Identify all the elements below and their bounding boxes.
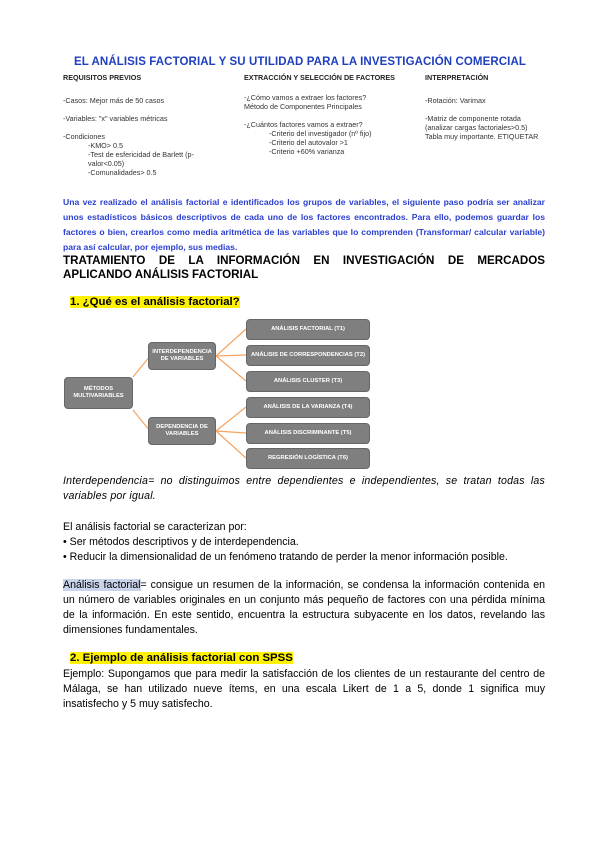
extraccion-column <box>244 73 422 156</box>
definicion-term: Análisis factorial <box>63 579 141 591</box>
interpretacion-tabla: Tabla muy importante. ETIQUETAR <box>425 132 539 141</box>
diagram-box-t1: ANÁLISIS FACTORIAL (T1) <box>246 319 370 340</box>
interpretacion-matriz: -Matriz de componente rotada <box>425 114 521 123</box>
caracteristicas-intro: El análisis factorial se caracterizan por: <box>63 521 247 533</box>
connector-dep-t6 <box>216 431 246 458</box>
interpretacion-cargas: (analizar cargas factoriales>0.5) <box>425 123 528 132</box>
requisitos-heading: REQUISITOS PREVIOS <box>63 73 142 82</box>
intro-blue-paragraph: Una vez realizado el análisis factorial e identificados los grupos de variables, el siguiente paso podría ser analizar unos estadísticos básicos descriptivos de cada uno de los factores encontrados. Para ello, podemos guardar los factores o bien, crearlos como media aritmética de las variables que lo comprenden (Transformar/ calcular variable) para así calcular, por ejemplo, sus medias. <box>63 197 545 252</box>
heading-que-es <box>70 296 240 308</box>
interpretacion-rotacion: -Rotación: Varimax <box>425 96 486 105</box>
diagram-box-t5: ANÁLISIS DISCRIMINANTE (T5) <box>246 423 370 444</box>
caracteristicas-block <box>63 520 553 565</box>
extraccion-metodo: Método de Componentes Principales <box>244 102 362 111</box>
connector-root-dep <box>133 410 150 431</box>
diagram-box-interdependencia: INTERDEPENDENCIA DE VARIABLES <box>148 342 216 370</box>
heading-que-es-text: 1. ¿Qué es el análisis factorial? <box>70 296 240 308</box>
connector-dep-t4 <box>216 407 246 431</box>
interdependencia-definition: Interdependencia= no distinguimos entre dependientes e independientes, se tratan todas las variables por igual. <box>63 475 545 502</box>
connector-inter-t1 <box>216 329 246 356</box>
connector-inter-t3 <box>216 356 246 381</box>
requisitos-condiciones: -Condiciones <box>63 132 105 141</box>
diagram-box-dependencia: DEPENDENCIA DE VARIABLES <box>148 417 216 445</box>
requisitos-barlett: -Test de esfericidad de Barlett (p- <box>88 150 194 159</box>
heading-ejemplo <box>70 652 293 664</box>
heading-ejemplo-text: 2. Ejemplo de análisis factorial con SPSS <box>70 652 293 664</box>
caracteristicas-bullet-1: • Ser métodos descriptivos y de interdependencia. <box>63 536 299 548</box>
interpretacion-column <box>425 73 555 141</box>
document-title: EL ANÁLISIS FACTORIAL Y SU UTILIDAD PARA LA INVESTIGACIÓN COMERCIAL <box>73 56 527 68</box>
diagram-box-t6: REGRESIÓN LOGÍSTICA (T6) <box>246 448 370 469</box>
connector-root-inter <box>133 356 150 377</box>
extraccion-heading: EXTRACCIÓN Y SELECCIÓN DE FACTORES <box>244 73 395 82</box>
requisitos-variables: -Variables: "x" variables métricas <box>63 114 168 123</box>
connector-inter-t2 <box>216 355 246 356</box>
requisitos-column <box>63 73 233 177</box>
ejemplo-paragraph: Ejemplo: Supongamos que para medir la satisfacción de los clientes de un restaurante del centro de Málaga, se han utilizado nueve ítems, en una escala Likert de 1 a 5, donde 1 significa muy insatisfecho y 5 muy satisfecho. <box>63 668 545 710</box>
diagram-box-t2: ANÁLISIS DE CORRESPONDENCIAS (T2) <box>246 345 370 366</box>
requisitos-comunalidades: -Comunalidades> 0.5 <box>88 168 157 177</box>
diagram-box-metodos: MÉTODOS MULTIVARIABLES <box>64 377 133 409</box>
diagram-box-t4: ANÁLISIS DE LA VARIANZA (T4) <box>246 397 370 418</box>
requisitos-casos: -Casos: Mejor más de 50 casos <box>63 96 165 105</box>
requisitos-kmo: -KMO> 0.5 <box>88 141 123 150</box>
definicion-paragraph <box>63 578 545 638</box>
caracteristicas-bullet-2: • Reducir la dimensionalidad de un fenómeno tratando de perder la menor información posible. <box>63 551 508 563</box>
extraccion-como: -¿Cómo vamos a extraer los factores? <box>244 93 367 102</box>
interpretacion-heading: INTERPRETACIÓN <box>425 73 489 82</box>
section-title: TRATAMIENTO DE LA INFORMACIÓN EN INVESTIGACIÓN DE MERCADOS APLICANDO ANÁLISIS FACTORIAL <box>63 254 545 281</box>
extraccion-criterio-varianza: -Criterio +60% varianza <box>269 147 345 156</box>
extraccion-cuantos: -¿Cuántos factores vamos a extraer? <box>244 120 363 129</box>
connector-dep-t5 <box>216 431 246 433</box>
requisitos-pvalor: valor<0.05) <box>88 159 125 168</box>
definicion-text: = consigue un resumen de la información, se condensa la información contenida en un número de variables originales en un conjunto más pequeño de factores con una pérdida mínima de la información. En este sentido, encuentra la estructura subyacente en los datos, revelando las dimensiones fundamentales. <box>63 579 545 636</box>
diagram-box-t3: ANÁLISIS CLUSTER (T3) <box>246 371 370 392</box>
extraccion-criterio-autovalor: -Criterio del autovalor >1 <box>269 138 348 147</box>
extraccion-criterio-investigador: -Criterio del investigador (nº fijo) <box>269 129 372 138</box>
